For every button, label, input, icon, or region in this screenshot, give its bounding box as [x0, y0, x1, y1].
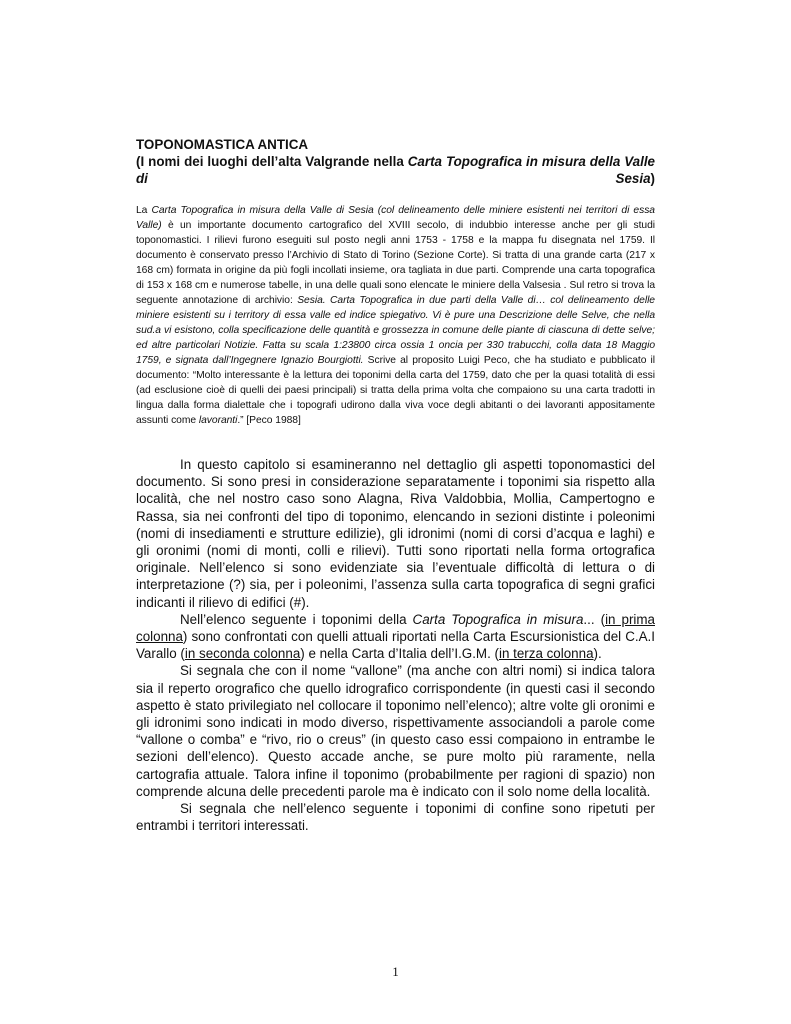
p2-text: ) sono confrontati con quelli attuali riportati nella Carta Escursionistica del C.A.I Varallo (: [136, 629, 655, 662]
subtitle-prefix: (I nomi dei luoghi dell’alta Valgrande nella: [136, 154, 408, 169]
title-main: TOPONOMASTICA ANTICA: [136, 137, 309, 152]
intro-text: è un importante documento cartografico del XVIII secolo, di indubbio interesse anche per gli studi toponomastici. I rilievi furono eseguiti sul posto negli anni 1753 - 1758 e la mappa fu disegnata nel 1759. Il documento è conservato presso l’Archivio di Stato di Torino (Sezione Corte). Si tratta di una grande carta (217 x 168 cm) formata in origine da più fogli incollati insieme, ora tagliata in due parti. Comprende una carta topografica di 153 x 168 cm e numerose tabelle, in una delle quali sono elencate le miniere della Valsesia . Sul retro si trova la seguente annotazione di archivio:: [136, 220, 655, 306]
p2-italic: Carta Topografica in misura: [412, 611, 584, 627]
document-title: [136, 136, 655, 187]
body-paragraph-3: Si segnala che con il nome “vallone” (ma anche con altri nomi) si indica talora sia il reperto orografico che quello idrografico corrispondente (in questi casi il secondo aspetto è stato privilegiato nel collocare il toponimo nell’elenco); altre volte gli oronimi e gli idronimi sono indicati in modo diverso, rispettivamente associandoli a parole come “vallone o comba” e “rivo, rio o creus” (in questo caso essi compaiono in entrambe le sezioni dell’elenco). Questo accade anche, se pure molto più raramente, nella cartografia attuale. Talora infine il toponimo (probabilmente per ragioni di spazio) non comprende alcuna delle precedenti parole ma è indicato con il solo nome della località.: [136, 663, 655, 799]
title-subtitle: [136, 153, 655, 187]
p2-text: ).: [593, 646, 602, 662]
p2-underline: in terza colonna: [498, 646, 594, 662]
intro-italic-word: lavoranti: [198, 415, 238, 426]
intro-italic-title: Carta Topografica in misura della Valle di Sesia (col delineamento delle miniere esistenti nei territori di essa Valle): [136, 205, 655, 231]
intro-citation: .” [Peco 1988]: [237, 415, 301, 426]
body-paragraph-4: Si segnala che nell’elenco seguente i toponimi di confine sono ripetuti per entrambi i territori interessati.: [136, 801, 655, 834]
intro-text: La: [136, 205, 152, 216]
subtitle-suffix: ): [650, 171, 655, 186]
p2-text: ... (: [583, 611, 606, 627]
body-paragraph-2: [136, 611, 655, 663]
body-text: [136, 456, 655, 834]
body-paragraph-1: In questo capitolo si esamineranno nel dettaglio gli aspetti toponomastici del documento. Si sono presi in considerazione separatamente i toponimi sia rispetto alla località, che nel nostro caso sono Alagna, Riva Valdobbia, Mollia, Campertogno e Rassa, sia nei confronti del tipo di toponimo, elencando in sezioni distinte i poleonimi (nomi di insediamenti e strutture edilizie), gli idronimi (nomi di corsi d’acqua e laghi) e gli oronimi (nomi di monti, colli e rilievi). Tutti sono riportati nella forma ortografica originale. Nell’elenco si sono evidenziate sia l’eventuale difficoltà di lettura o di interpretazione (?) sia, per i poleonimi, l’assenza sulla carta topografica di segni grafici indicanti il rilievo di edifici (#).: [136, 457, 655, 610]
p2-text: Nell’elenco seguente i toponimi della: [180, 611, 413, 627]
p2-underline: in seconda colonna: [184, 646, 301, 662]
p2-underline: in prima colonna: [136, 611, 655, 645]
subtitle-italic: Carta Topografica in misura della Valle di Sesia: [136, 154, 655, 186]
intro-paragraph: [136, 203, 655, 428]
page-number: 1: [392, 964, 399, 979]
intro-text: Scrive al proposito Luigi Peco, che ha studiato e pubblicato il documento: “Molto interessante è la lettura dei toponimi della carta del 1759, dato che per la quasi totalità di essi (ad esclusione cioè di quelli dei paesi principali) si tratta della prima volta che compaiono su una carta tradotti in lingua dalla forma dialettale che i topografi udirono dalla viva voce degli abitanti o dei lavoranti appositamente assunti come: [136, 355, 656, 426]
p2-text: ) e nella Carta d’Italia dell’I.G.M. (: [300, 646, 499, 662]
intro-archive-annotation: Sesia. Carta Topografica in due parti della Valle di… col delineamento delle miniere esistenti su i territory di essa valle ed indice spiegativo. Vi è pure una Descrizione delle Selve, che nella sud.a vi esistono, colla specificazione delle quantità e grossezza in comune delle piante di ciascuna di dette selve; ed altre particolari Notizie. Fatta su scala 1:23800 circa ossia 1 oncia per 330 trabucchi, colla data 18 Maggio 1759, e signata dall’Ingegnere Ignazio Bourgiotti.: [136, 295, 655, 366]
